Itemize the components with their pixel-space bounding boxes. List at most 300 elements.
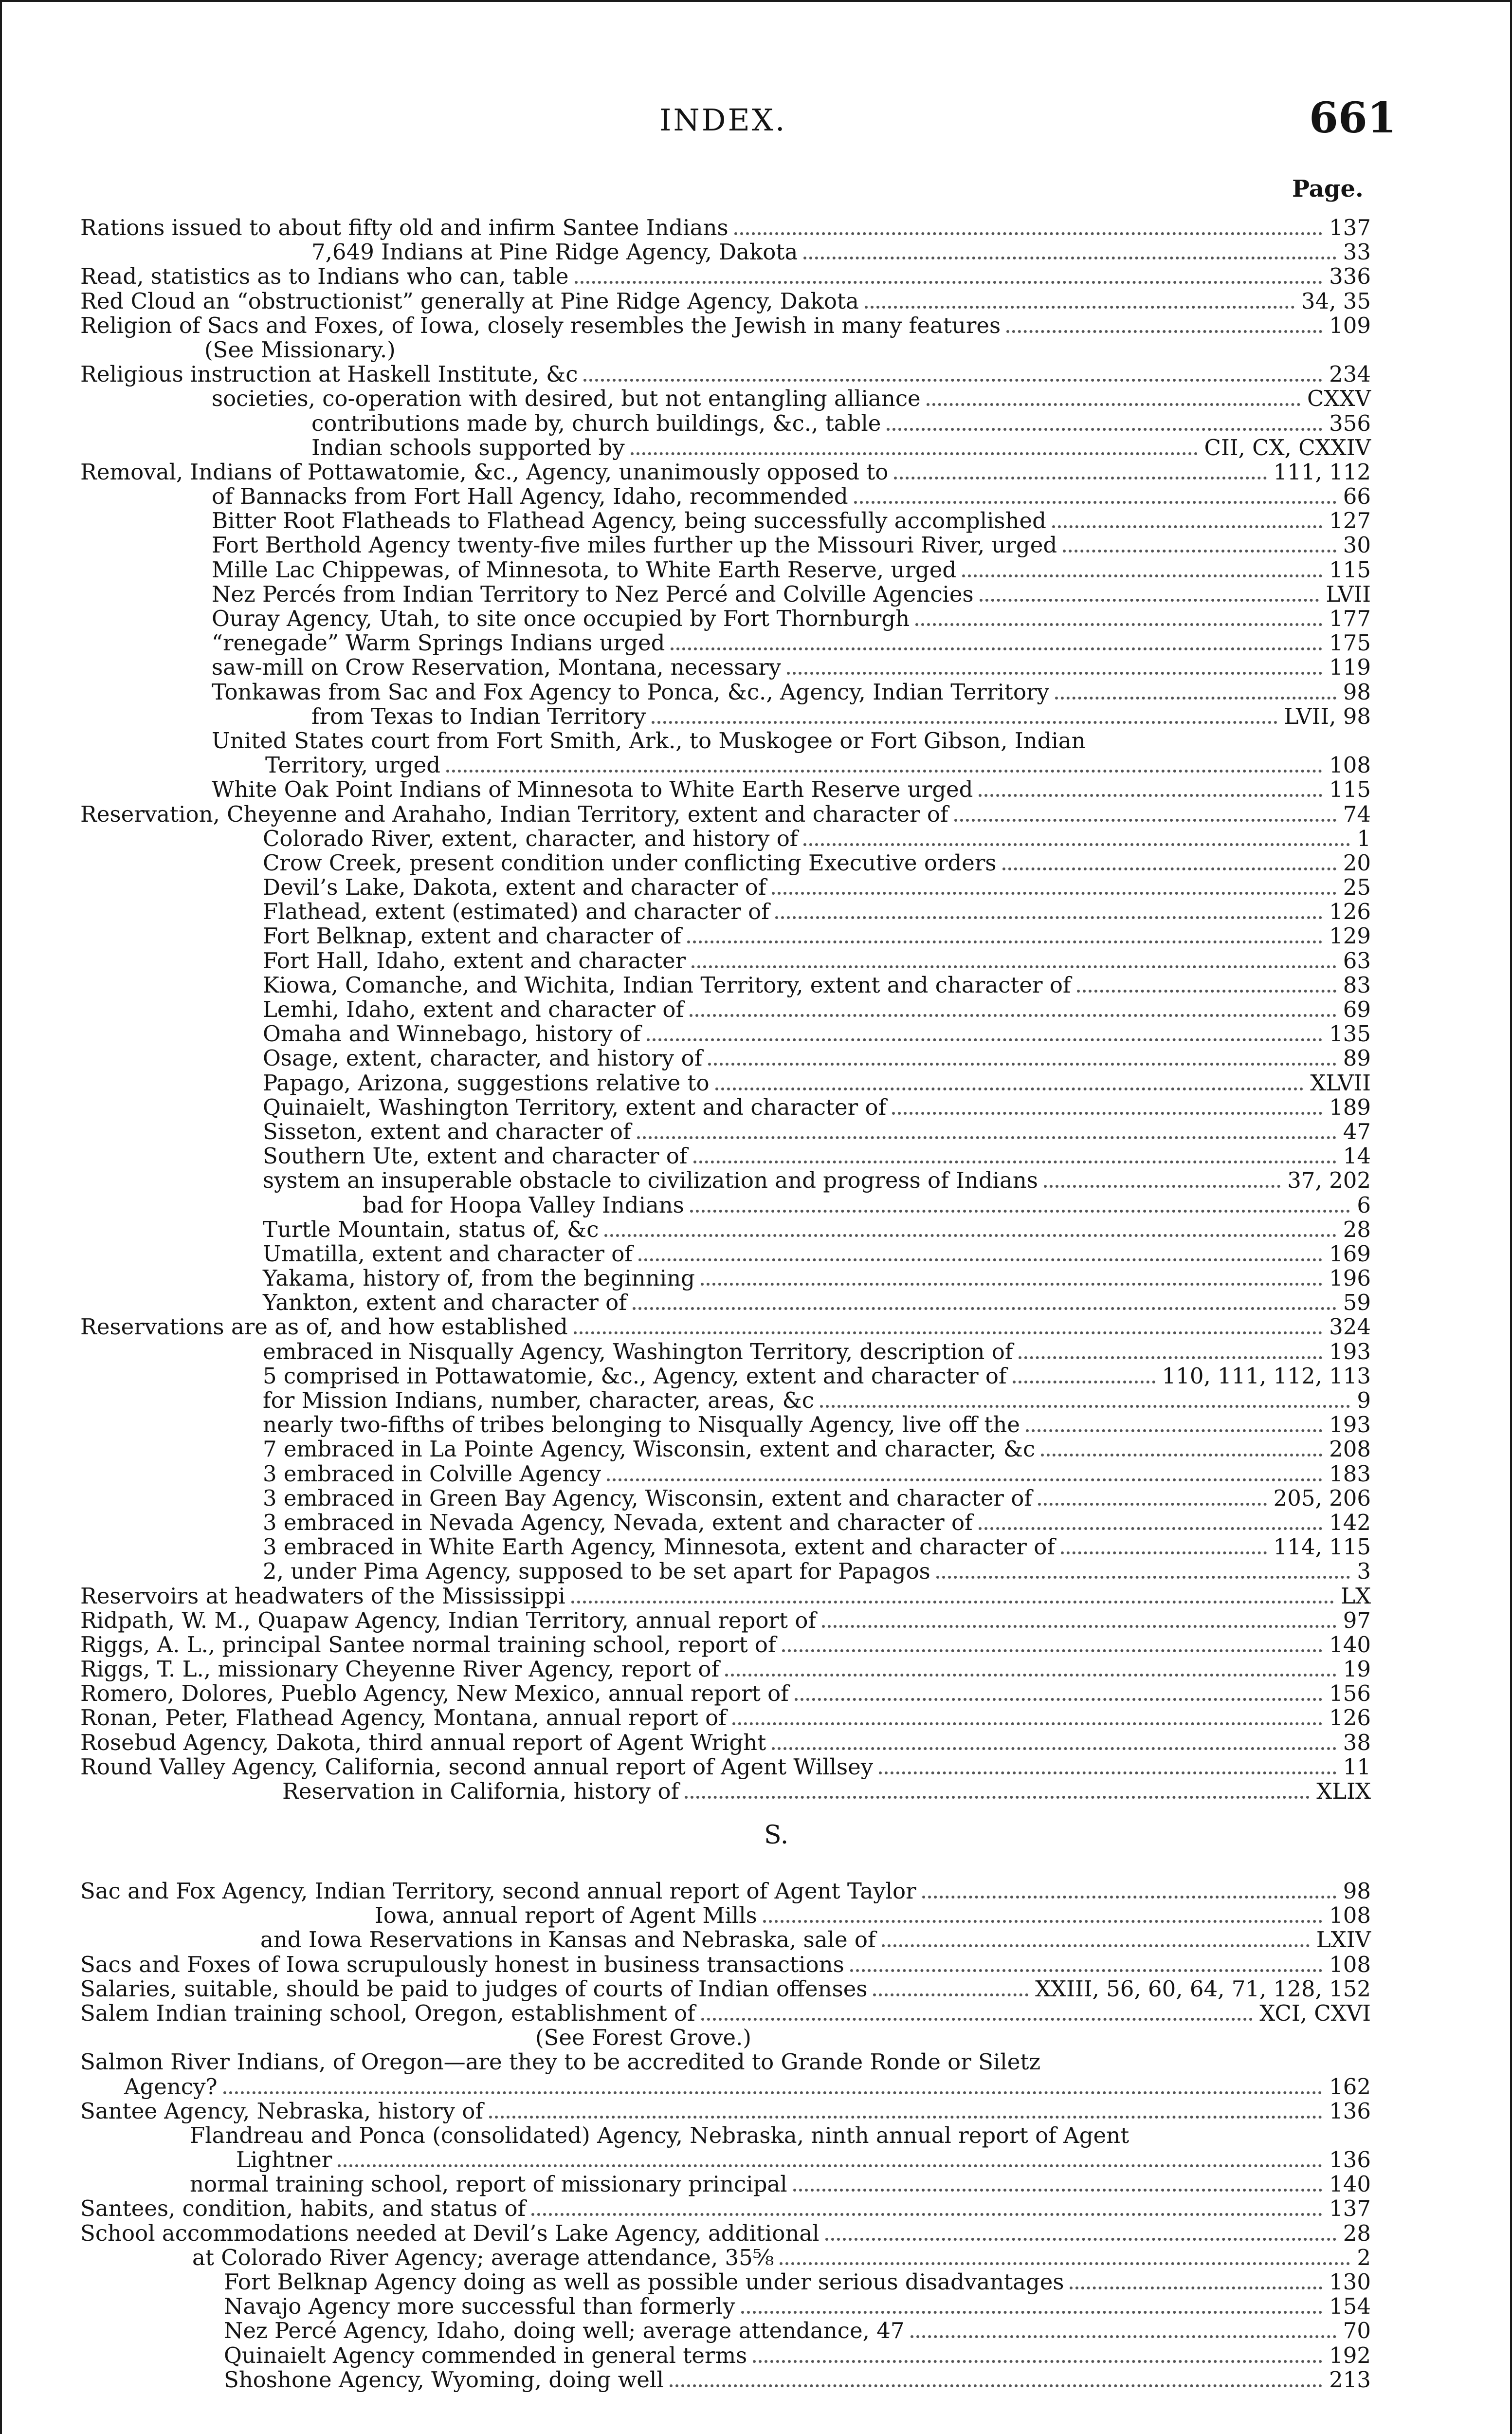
entry-page-ref: 63 (1343, 947, 1371, 974)
index-entry (0, 1977, 1512, 2001)
entry-page-ref: 208 (1329, 1436, 1371, 1462)
entry-page-ref: 127 (1329, 508, 1371, 534)
entry-page-ref: 114, 115 (1273, 1534, 1371, 1560)
entry-text: (See Missionary.) (204, 336, 396, 363)
entry-text: Devil’s Lake, Dakota, extent and character of (263, 874, 766, 901)
dot-leader (1006, 330, 1322, 333)
entry-text: Red Cloud an “obstructionist” generally at Pine Ridge Agency, Dakota (80, 288, 859, 314)
entry-text: 3 embraced in Nevada Agency, Nevada, extent and character of (263, 1509, 973, 1535)
index-entry (0, 1315, 1512, 1339)
entry-text: nearly two-fifths of tribes belonging to Nisqually Agency, live off the (263, 1412, 1020, 1438)
index-entry (0, 2270, 1512, 2294)
index-entry (0, 484, 1512, 509)
entry-text: Fort Belknap Agency doing as well as possible under serious disadvantages (224, 2269, 1064, 2295)
entry-page-ref: 14 (1343, 1143, 1371, 1169)
entry-text: Flathead, extent (estimated) and character of (263, 899, 769, 925)
index-entry (0, 1731, 1512, 1755)
dot-leader (825, 2238, 1336, 2241)
index-entry (0, 436, 1512, 460)
entry-page-ref: 115 (1329, 556, 1371, 583)
index-entry (0, 2172, 1512, 2196)
entry-page-ref: 6 (1357, 1192, 1371, 1218)
entry-text: Salmon River Indians, of Oregon—are they to be accredited to Grande Ronde or Siletz (80, 2049, 1041, 2075)
dot-leader (803, 257, 1336, 259)
index-section-s (0, 1879, 1512, 2392)
dot-leader (1041, 1454, 1322, 1457)
dot-leader (734, 232, 1322, 235)
entry-page-ref: 89 (1343, 1045, 1371, 1071)
dot-leader (882, 1944, 1310, 1947)
index-entry (0, 2001, 1512, 2026)
entry-text: Lightner (236, 2147, 332, 2173)
dot-leader (647, 1038, 1322, 1041)
dot-leader (772, 1747, 1336, 1750)
index-entry (0, 2319, 1512, 2343)
entry-page-ref: 83 (1343, 972, 1371, 998)
entry-page-ref: 136 (1329, 2098, 1371, 2124)
index-entry (0, 2294, 1512, 2319)
entry-text: Turtle Mountain, status of, &c (263, 1216, 599, 1242)
entry-page-ref: LXIV (1316, 1927, 1371, 1953)
index-entry (0, 680, 1512, 704)
dot-leader (820, 1405, 1350, 1408)
entry-text: Santee Agency, Nebraska, history of (80, 2098, 484, 2124)
entry-text: Quinaielt Agency commended in general terms (224, 2342, 747, 2368)
entry-text: 5 comprised in Pottawatomie, &c., Agency, extent and character of (263, 1363, 1007, 1389)
index-entry (0, 1291, 1512, 1315)
page-number: 661 (1309, 93, 1397, 143)
dot-leader (732, 1722, 1322, 1725)
entry-text: Rosebud Agency, Dakota, third annual report of Agent Wright (80, 1729, 766, 1755)
entry-text: Reservoirs at headwaters of the Mississippi (80, 1583, 565, 1609)
entry-page-ref: 193 (1329, 1338, 1371, 1365)
dot-leader (604, 1234, 1336, 1237)
entry-page-ref: 336 (1329, 263, 1371, 290)
entry-page-ref: 129 (1329, 923, 1371, 949)
entry-page-ref: 108 (1329, 1902, 1371, 1929)
entry-text: Removal, Indians of Pottawatomie, &c., Agency, unanimously opposed to (80, 459, 889, 485)
dot-leader (922, 1896, 1336, 1899)
dot-leader (850, 1969, 1322, 1972)
dot-leader (927, 403, 1300, 406)
entry-page-ref: 47 (1343, 1118, 1371, 1144)
dot-leader (693, 1161, 1336, 1163)
entry-page-ref: 192 (1329, 2342, 1371, 2368)
entry-page-ref: 140 (1329, 2171, 1371, 2197)
entry-page-ref: 30 (1343, 532, 1371, 558)
entry-text: contributions made by, church buildings, &c., table (311, 410, 881, 436)
dot-leader (879, 1771, 1336, 1774)
entry-page-ref: 135 (1329, 1021, 1371, 1047)
index-entry (0, 240, 1512, 264)
entry-page-ref: XLVII (1310, 1069, 1371, 1096)
entry-page-ref: 108 (1329, 752, 1371, 778)
dot-leader (775, 916, 1322, 919)
entry-text: embraced in Nisqually Agency, Washington Territory, description of (263, 1338, 1013, 1365)
index-entry (0, 1168, 1512, 1193)
entry-text: system an insuperable obstacle to civilization and progress of Indians (263, 1167, 1038, 1194)
entry-text: Kiowa, Comanche, and Wichita, Indian Territory, extent and character of (263, 972, 1071, 998)
index-entry (0, 1022, 1512, 1046)
index-entry (0, 1413, 1512, 1437)
index-entry (0, 997, 1512, 1022)
entry-text: Religion of Sacs and Foxes, of Iowa, closely resembles the Jewish in many features (80, 312, 1001, 338)
entry-text: Read, statistics as to Indians who can, table (80, 263, 569, 290)
dot-leader (1061, 1551, 1267, 1554)
entry-text: Agency? (124, 2073, 218, 2100)
entry-text: saw-mill on Crow Reservation, Montana, necessary (212, 654, 782, 681)
entry-text: Bitter Root Flatheads to Flathead Agency, being successfully accomplished (212, 508, 1046, 534)
entry-text: Quinaielt, Washington Territory, extent and character of (263, 1094, 887, 1120)
entry-text: Reservation, Cheyenne and Arahaho, Indian Territory, extent and character of (80, 801, 948, 827)
dot-leader (780, 2262, 1350, 2265)
entry-text: Salaries, suitable, should be paid to judges of courts of Indian offenses (80, 1975, 868, 2002)
index-entry (0, 875, 1512, 900)
index-entry (0, 2026, 1512, 2050)
dot-leader (633, 1307, 1336, 1310)
dot-leader (980, 599, 1319, 602)
dot-leader (1063, 550, 1336, 553)
index-entry (0, 2221, 1512, 2246)
entry-page-ref: 189 (1329, 1094, 1371, 1120)
index-entry (0, 1437, 1512, 1461)
entry-text: 7,649 Indians at Pine Ridge Agency, Dakota (311, 239, 798, 265)
entry-text: 2, under Pima Agency, supposed to be set apart for Papagos (263, 1558, 930, 1585)
dot-leader (1026, 1429, 1322, 1432)
index-entry (0, 753, 1512, 777)
entry-page-ref: 136 (1329, 2147, 1371, 2173)
running-head: INDEX. (659, 102, 787, 138)
index-entry (0, 2050, 1512, 2074)
dot-leader (979, 1527, 1322, 1530)
entry-text: Lemhi, Idaho, extent and character of (263, 996, 684, 1022)
entry-text: and Iowa Reservations in Kansas and Nebraska, sale of (260, 1927, 876, 1953)
dot-leader (1002, 867, 1336, 870)
entry-page-ref: 234 (1329, 361, 1371, 387)
index-entry (0, 802, 1512, 827)
entry-text: Territory, urged (265, 752, 441, 778)
index-section-r (0, 216, 1512, 1804)
entry-text: (See Forest Grove.) (535, 2025, 751, 2051)
index-entry (0, 631, 1512, 655)
entry-page-ref: 162 (1329, 2073, 1371, 2100)
section-letter-heading: S. (764, 1821, 789, 1850)
index-entry (0, 2196, 1512, 2221)
dot-leader (708, 1063, 1336, 1066)
entry-text: Ouray Agency, Utah, to site once occupied by Fort Thornburgh (212, 606, 910, 631)
index-entry (0, 1681, 1512, 1706)
entry-text: Rations issued to about fifty old and infirm Santee Indians (80, 215, 729, 240)
entry-page-ref: 137 (1329, 2195, 1371, 2222)
index-entry (0, 1706, 1512, 1730)
entry-text: Riggs, T. L., missionary Cheyenne River Agency, report of (80, 1656, 720, 1682)
dot-leader (741, 2311, 1322, 2314)
dot-leader (887, 428, 1322, 431)
entry-page-ref: 175 (1329, 630, 1371, 656)
entry-page-ref: CXXV (1307, 386, 1371, 412)
entry-page-ref: 38 (1343, 1729, 1371, 1755)
index-entry (0, 777, 1512, 802)
index-entry (0, 362, 1512, 387)
dot-leader (915, 623, 1322, 626)
entry-text: White Oak Point Indians of Minnesota to White Earth Reserve urged (212, 776, 973, 803)
dot-leader (822, 1625, 1336, 1628)
entry-page-ref: 1 (1357, 825, 1371, 851)
dot-leader (892, 1112, 1322, 1115)
dot-leader (865, 306, 1294, 309)
index-entry (0, 851, 1512, 875)
dot-leader (583, 379, 1322, 382)
dot-leader (489, 2116, 1322, 2119)
dot-leader (1052, 525, 1322, 528)
entry-text: 3 embraced in White Earth Agency, Minnesota, extent and character of (263, 1534, 1055, 1560)
entry-text: Colorado River, extent, character, and history of (263, 825, 798, 851)
entry-page-ref: 2 (1357, 2244, 1371, 2270)
entry-text: of Bannacks from Fort Hall Agency, Idaho, recommended (212, 483, 848, 510)
entry-text: Sac and Fox Agency, Indian Territory, second annual report of Agent Taylor (80, 1878, 916, 1904)
index-entry (0, 900, 1512, 924)
index-entry (0, 607, 1512, 631)
dot-leader (763, 1920, 1322, 1923)
entry-page-ref: 3 (1357, 1558, 1371, 1585)
entry-page-ref: 111, 112 (1273, 459, 1371, 485)
index-entry (0, 533, 1512, 557)
dot-leader (701, 1283, 1322, 1286)
dot-leader (223, 2091, 1322, 2094)
entry-page-ref: 177 (1329, 606, 1371, 631)
dot-leader (803, 843, 1350, 846)
entry-page-ref: 28 (1343, 2220, 1371, 2246)
index-entry (0, 1340, 1512, 1364)
entry-page-ref: 59 (1343, 1290, 1371, 1316)
dot-leader (1055, 697, 1336, 700)
index-entry (0, 2148, 1512, 2172)
entry-page-ref: 109 (1329, 312, 1371, 338)
entry-page-ref: 11 (1343, 1753, 1371, 1780)
entry-text: Fort Berthold Agency twenty-five miles further up the Missouri River, urged (212, 532, 1057, 558)
dot-leader (873, 1993, 1028, 1996)
entry-page-ref: 183 (1329, 1460, 1371, 1487)
entry-page-ref: 213 (1329, 2366, 1371, 2393)
index-entry (0, 1755, 1512, 1779)
dot-leader (575, 281, 1322, 284)
entry-page-ref: 33 (1343, 239, 1371, 265)
entry-page-ref: 324 (1329, 1314, 1371, 1340)
dot-leader (1070, 2286, 1322, 2289)
entry-text: Osage, extent, character, and history of (263, 1045, 703, 1071)
index-entry (0, 949, 1512, 973)
entry-page-ref: 28 (1343, 1216, 1371, 1242)
entry-text: Omaha and Winnebago, history of (263, 1021, 641, 1047)
index-entry (0, 2099, 1512, 2123)
index-entry (0, 1120, 1512, 1144)
entry-page-ref: 356 (1329, 410, 1371, 436)
dot-leader (954, 819, 1336, 822)
dot-leader (962, 574, 1322, 577)
index-entry (0, 1193, 1512, 1217)
entry-text: Navajo Agency more successful than formerly (224, 2293, 735, 2320)
entry-text: Umatilla, extent and character of (263, 1240, 633, 1267)
entry-text: Nez Percés from Indian Territory to Nez Percé and Colville Agencies (212, 581, 974, 607)
index-entry (0, 1633, 1512, 1657)
entry-page-ref: 205, 206 (1273, 1485, 1371, 1511)
index-entry (0, 1095, 1512, 1120)
index-entry (0, 582, 1512, 607)
index-entry (0, 460, 1512, 484)
dot-leader (936, 1576, 1350, 1579)
entry-page-ref: XLIX (1316, 1778, 1371, 1804)
index-entry (0, 1486, 1512, 1511)
index-entry (0, 704, 1512, 729)
dot-leader (1044, 1185, 1280, 1188)
dot-leader (690, 1014, 1336, 1017)
index-entry (0, 1584, 1512, 1608)
entry-page-ref: 108 (1329, 1951, 1371, 1977)
dot-leader (531, 2213, 1322, 2216)
entry-page-ref: 115 (1329, 776, 1371, 803)
entry-text: “renegade” Warm Springs Indians urged (212, 630, 665, 656)
index-entry (0, 2123, 1512, 2148)
entry-page-ref: 140 (1329, 1631, 1371, 1658)
index-entry (0, 1879, 1512, 1903)
entry-page-ref: 169 (1329, 1240, 1371, 1267)
entry-text: Fort Belknap, extent and character of (263, 923, 682, 949)
entry-text: Southern Ute, extent and character of (263, 1143, 688, 1169)
dot-leader (715, 1088, 1303, 1090)
index-entry (0, 1046, 1512, 1070)
dot-leader (793, 2189, 1322, 2192)
entry-text: Round Valley Agency, California, second annual report of Agent Willsey (80, 1753, 874, 1780)
entry-text: Fort Hall, Idaho, extent and character (263, 947, 686, 974)
index-entry (0, 1462, 1512, 1486)
dot-leader (671, 647, 1322, 650)
entry-text: Santees, condition, habits, and status of (80, 2195, 526, 2222)
index-entry (0, 387, 1512, 411)
entry-text: at Colorado River Agency; average attendance, 35⅝ (192, 2244, 774, 2270)
dot-leader (782, 1649, 1322, 1652)
entry-text: bad for Hoopa Valley Indians (363, 1192, 684, 1218)
entry-text: Sisseton, extent and character of (263, 1118, 631, 1144)
entry-text: societies, co-operation with desired, but not entangling alliance (212, 386, 921, 412)
index-entry (0, 1657, 1512, 1681)
index-entry (0, 2343, 1512, 2368)
entry-page-ref: 98 (1343, 1878, 1371, 1904)
entry-page-ref: 126 (1329, 899, 1371, 925)
entry-page-ref: 98 (1343, 679, 1371, 705)
dot-leader (1019, 1356, 1322, 1359)
entry-page-ref: 193 (1329, 1412, 1371, 1438)
entry-page-ref: LVII, 98 (1284, 703, 1371, 729)
dot-leader (690, 1210, 1350, 1213)
index-entry (0, 1266, 1512, 1291)
dot-leader (685, 1796, 1310, 1799)
entry-text: Flandreau and Ponca (consolidated) Agency, Nebraska, ninth annual report of Agent (190, 2122, 1129, 2148)
entry-text: United States court from Fort Smith, Ark., to Muskogee or Fort Gibson, Indian (212, 727, 1086, 754)
index-entry (0, 216, 1512, 240)
entry-text: Riggs, A. L., principal Santee normal training school, report of (80, 1631, 776, 1658)
entry-text: normal training school, report of missionary principal (190, 2171, 787, 2197)
entry-text: for Mission Indians, number, character, areas, &c (263, 1387, 814, 1413)
index-entry (0, 313, 1512, 338)
entry-text: Indian schools supported by (311, 434, 625, 461)
index-entry (0, 1903, 1512, 1928)
entry-text: Shoshone Agency, Wyoming, doing well (224, 2366, 664, 2393)
dot-leader (894, 477, 1267, 479)
page-column-heading: Page. (1292, 175, 1364, 203)
entry-page-ref: 37, 202 (1287, 1167, 1371, 1194)
index-entry (0, 289, 1512, 313)
entry-text: Tonkawas from Sac and Fox Agency to Ponca, &c., Agency, Indian Territory (212, 679, 1049, 705)
dot-leader (911, 2335, 1336, 2338)
entry-page-ref: 156 (1329, 1680, 1371, 1707)
dot-leader (571, 1601, 1334, 1604)
dot-leader (687, 940, 1322, 943)
entry-page-ref: 196 (1329, 1265, 1371, 1291)
entry-text: Reservation in California, history of (282, 1778, 679, 1804)
index-entry (0, 509, 1512, 533)
dot-leader (631, 452, 1198, 455)
entry-text: Papago, Arizona, suggestions relative to (263, 1069, 710, 1096)
index-entry (0, 558, 1512, 582)
entry-text: Crow Creek, present condition under conflicting Executive orders (263, 849, 997, 876)
dot-leader (854, 501, 1336, 504)
index-entry (0, 2075, 1512, 2099)
entry-page-ref: 25 (1343, 874, 1371, 901)
entry-text: School accommodations needed at Devil’s Lake Agency, additional (80, 2220, 820, 2246)
entry-text: 3 embraced in Green Bay Agency, Wisconsin, extent and character of (263, 1485, 1032, 1511)
dot-leader (1013, 1381, 1155, 1383)
entry-page-ref: 130 (1329, 2269, 1371, 2295)
entry-text: Ridpath, W. M., Quapaw Agency, Indian Territory, annual report of (80, 1607, 817, 1633)
entry-text: Ronan, Peter, Flathead Agency, Montana, annual report of (80, 1705, 727, 1731)
entry-page-ref: CII, CX, CXXIV (1204, 434, 1371, 461)
entry-page-ref: 20 (1343, 849, 1371, 876)
dot-leader (772, 892, 1336, 895)
dot-leader (692, 965, 1336, 968)
index-entry (0, 1217, 1512, 1242)
entry-text: Yankton, extent and character of (263, 1290, 627, 1316)
index-entry (0, 1144, 1512, 1168)
dot-leader (795, 1698, 1322, 1701)
index-entry (0, 264, 1512, 289)
dot-leader (637, 1136, 1336, 1139)
entry-page-ref: 142 (1329, 1509, 1371, 1535)
index-entry (0, 1928, 1512, 1952)
page-header (0, 93, 1512, 151)
dot-leader (1038, 1503, 1267, 1506)
entry-page-ref: 66 (1343, 483, 1371, 510)
dot-leader (607, 1478, 1322, 1481)
entry-text: Iowa, annual report of Agent Mills (375, 1902, 757, 1929)
dot-leader (979, 794, 1322, 797)
dot-leader (753, 2360, 1322, 2363)
index-entry (0, 827, 1512, 851)
entry-text: Romero, Dolores, Pueblo Agency, New Mexico, annual report of (80, 1680, 789, 1707)
entry-page-ref: LX (1341, 1583, 1371, 1609)
index-entry (0, 1779, 1512, 1804)
entry-page-ref: 119 (1329, 654, 1371, 681)
index-entry (0, 1071, 1512, 1095)
index-entry (0, 2246, 1512, 2270)
entry-page-ref: LVII (1326, 581, 1371, 607)
dot-leader (787, 672, 1322, 675)
dot-leader (1077, 990, 1336, 993)
entry-page-ref: 70 (1343, 2318, 1371, 2344)
dot-leader (338, 2164, 1322, 2167)
dot-leader (652, 721, 1277, 724)
index-entry (0, 1511, 1512, 1535)
entry-text: Sacs and Foxes of Iowa scrupulously honest in business transactions (80, 1951, 844, 1977)
